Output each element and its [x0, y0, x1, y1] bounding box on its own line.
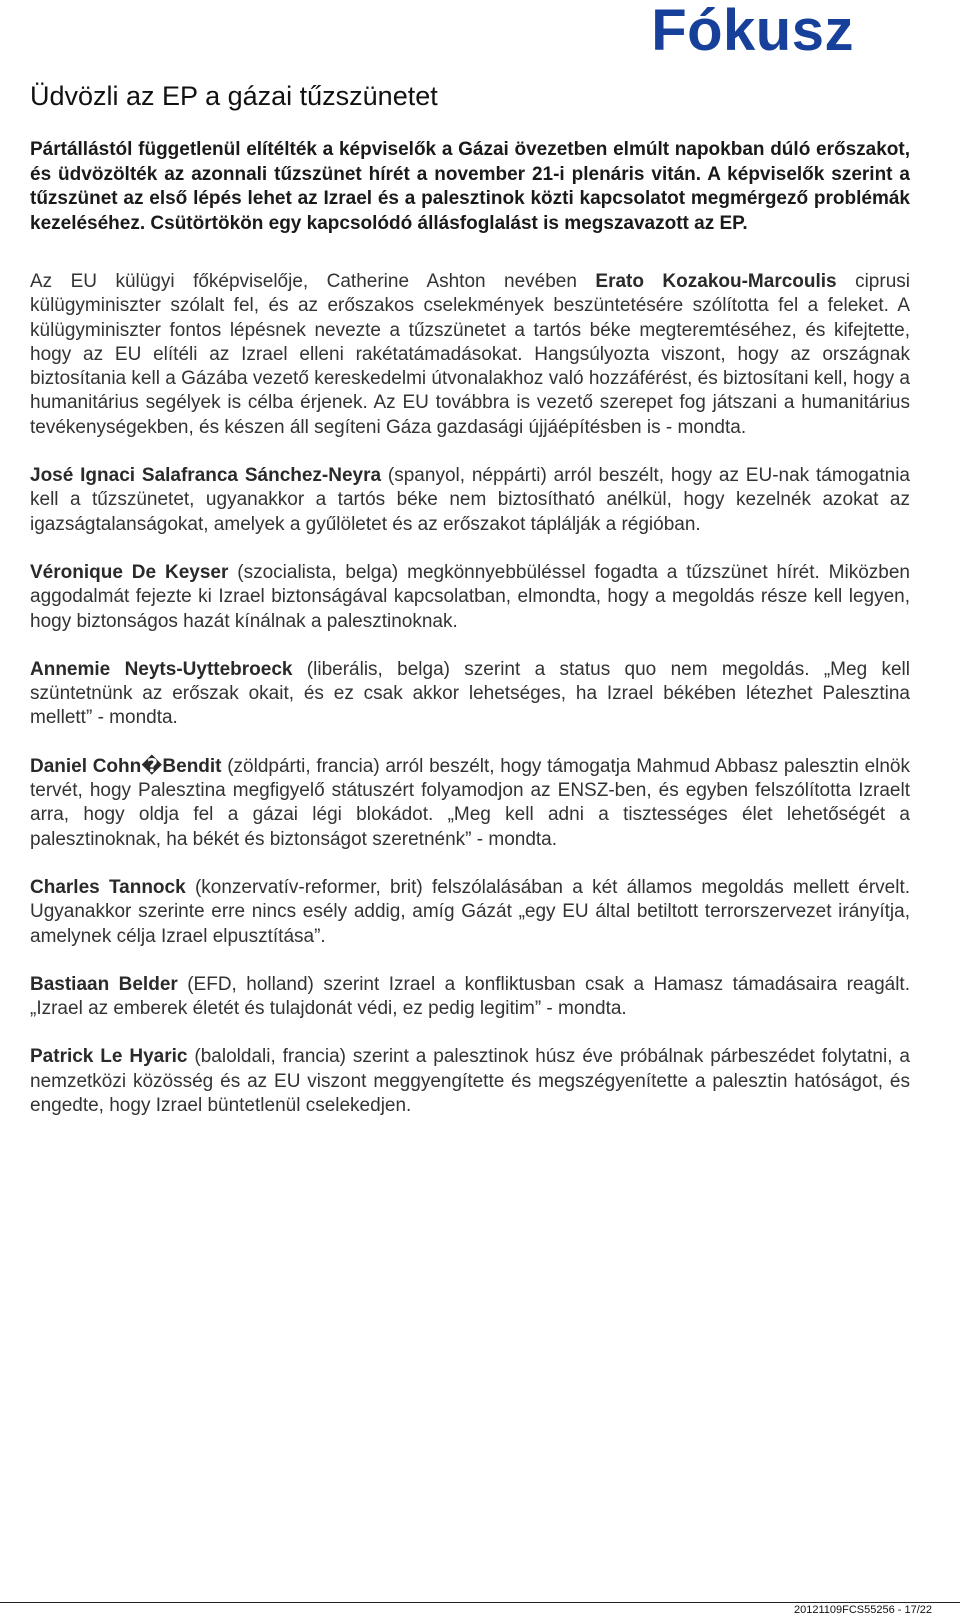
brand-logo: Fókusz: [651, 0, 854, 63]
paragraph-belder: [30, 973, 910, 1022]
speaker-name: Charles Tannock: [30, 876, 186, 898]
paragraph-ashton: [30, 270, 910, 440]
speaker-name: Erato Kozakou-Marcoulis: [595, 271, 837, 292]
paragraph-pre: Az EU külügyi főképviselője, Catherine Ashton nevében: [30, 271, 596, 292]
article-body: [30, 138, 910, 1142]
lead-paragraph: Pártállástól függetlenül elítélték a képviselők a Gázai övezetben elmúlt napokban dúló erőszakot, és üdvözölték az azonnali tűzszünet hírét a november 21-i plenáris vitán. A képviselők szerint a tűzszünet az első lépés lehet az Izrael és a palesztinok közti kapcsolatot megmérgező problémák kezeléséhez. Csütörtökön egy kapcsolódó állásfoglalást is megszavazott az EP.: [30, 139, 910, 234]
paragraph-le-hyaric: [30, 1045, 910, 1118]
footer-divider: [0, 1602, 960, 1603]
speaker-name: Annemie Neyts-Uyttebroeck: [30, 658, 293, 680]
page-reference: 20121109FCS55256 - 17/22: [793, 1604, 932, 1616]
speaker-name: Daniel Cohn�Bendit: [30, 755, 222, 777]
paragraph-text: (EFD, holland) szerint Izrael a konfliktusban csak a Hamasz támadásaira reagált. „Izrael az emberek életét és tulajdonát védi, ez pedig legitim” - mondta.: [30, 973, 910, 1020]
speaker-name: Véronique De Keyser: [30, 561, 229, 583]
paragraph-text: (baloldali, francia) szerint a palesztinok húsz éve próbálnak párbeszédet folytatni, a nemzetközi közösség és az EU viszont meggyengítette és megszégyenítette a palesztin hatóságot, és engedte, hogy Izrael büntetlenül cselekedjen.: [30, 1046, 910, 1117]
speaker-name: José Ignaci Salafranca Sánchez-Neyra: [30, 465, 382, 487]
page-title: Üdvözli az EP a gázai tűzszünetet: [30, 81, 438, 111]
paragraph-text: (szocialista, belga) megkönnyebbüléssel fogadta a tűzszünet hírét. Miközben aggodalmát fejezte ki Izrael biztonságával kapcsolatban, elmondta, hogy a megoldás része kell legyen, hogy biztonságos hazát kínálnak a palesztinoknak.: [30, 561, 910, 632]
paragraph-tannock: [30, 876, 910, 949]
paragraph-text: (zöldpárti, francia) arról beszélt, hogy támogatja Mahmud Abbasz palesztin elnök tervét, hogy Palesztina megfigyelő státuszért folyamodjon az ENSZ-ben, és egyben felszólította Izraelt arra, hogy oldja fel a gázai légi blokádot. „Meg kell adni a tisztességes élet lehetőségét a palesztinoknak, ha békét és biztonságot szeretnénk” - mondta.: [30, 755, 910, 850]
paragraph-text: (liberális, belga) szerint a status quo nem megoldás. „Meg kell szüntetnünk az erőszak okait, és ez csak akkor lehetséges, ha Izrael békében létezhet Palesztina mellett” - mondta.: [30, 658, 910, 729]
paragraph-neyts: [30, 658, 910, 731]
paragraph-de-keyser: [30, 561, 910, 634]
paragraph-text: (konzervatív-reformer, brit) felszólalásában a két államos megoldás mellett érvelt. Ugyanakkor szerinte erre nincs esély addig, amíg Gázát „egy EU által betiltott terrorszervezet irányítja, amelynek célja Izrael elpusztítása”.: [30, 876, 911, 947]
paragraph-text: (spanyol, néppárti) arról beszélt, hogy az EU-nak támogatnia kell a tűzszünetet, ugyanakkor a tartós béke nem biztosítható anélkül, hogy kezelnék azokat az igazságtalanságokat, amelyek a gyűlöletet és az erőszakot táplálják a régióban.: [30, 465, 910, 535]
paragraph-salafranca: [30, 464, 910, 537]
speaker-name: Bastiaan Belder: [30, 973, 178, 995]
speaker-name: Patrick Le Hyaric: [30, 1046, 188, 1068]
paragraph-cohn-bendit: [30, 755, 910, 852]
paragraph-text: ciprusi külügyminiszter szólalt fel, és az erőszakos cselekmények beszüntetésére szólította fel a feleket. A külügyminiszter fontos lépésnek nevezte a tűzszünetet a tartós béke megteremtéséhez, és kifejtette, hogy az EU elítéli az Izrael elleni rakétatámadásokat. Hangsúlyozta viszont, hogy az országnak biztosítania kell a Gázába vezető kereskedelmi útvonalakhoz való hozzáférést, és biztosítani kell, hogy a humanitárius segélyek is célba érjenek. Az EU továbbra is vezető szerepet fog játszani a humanitárius tevékenységekben, és készen áll segíteni Gáza gazdasági újjáépítésben is - mondta.: [30, 271, 910, 438]
